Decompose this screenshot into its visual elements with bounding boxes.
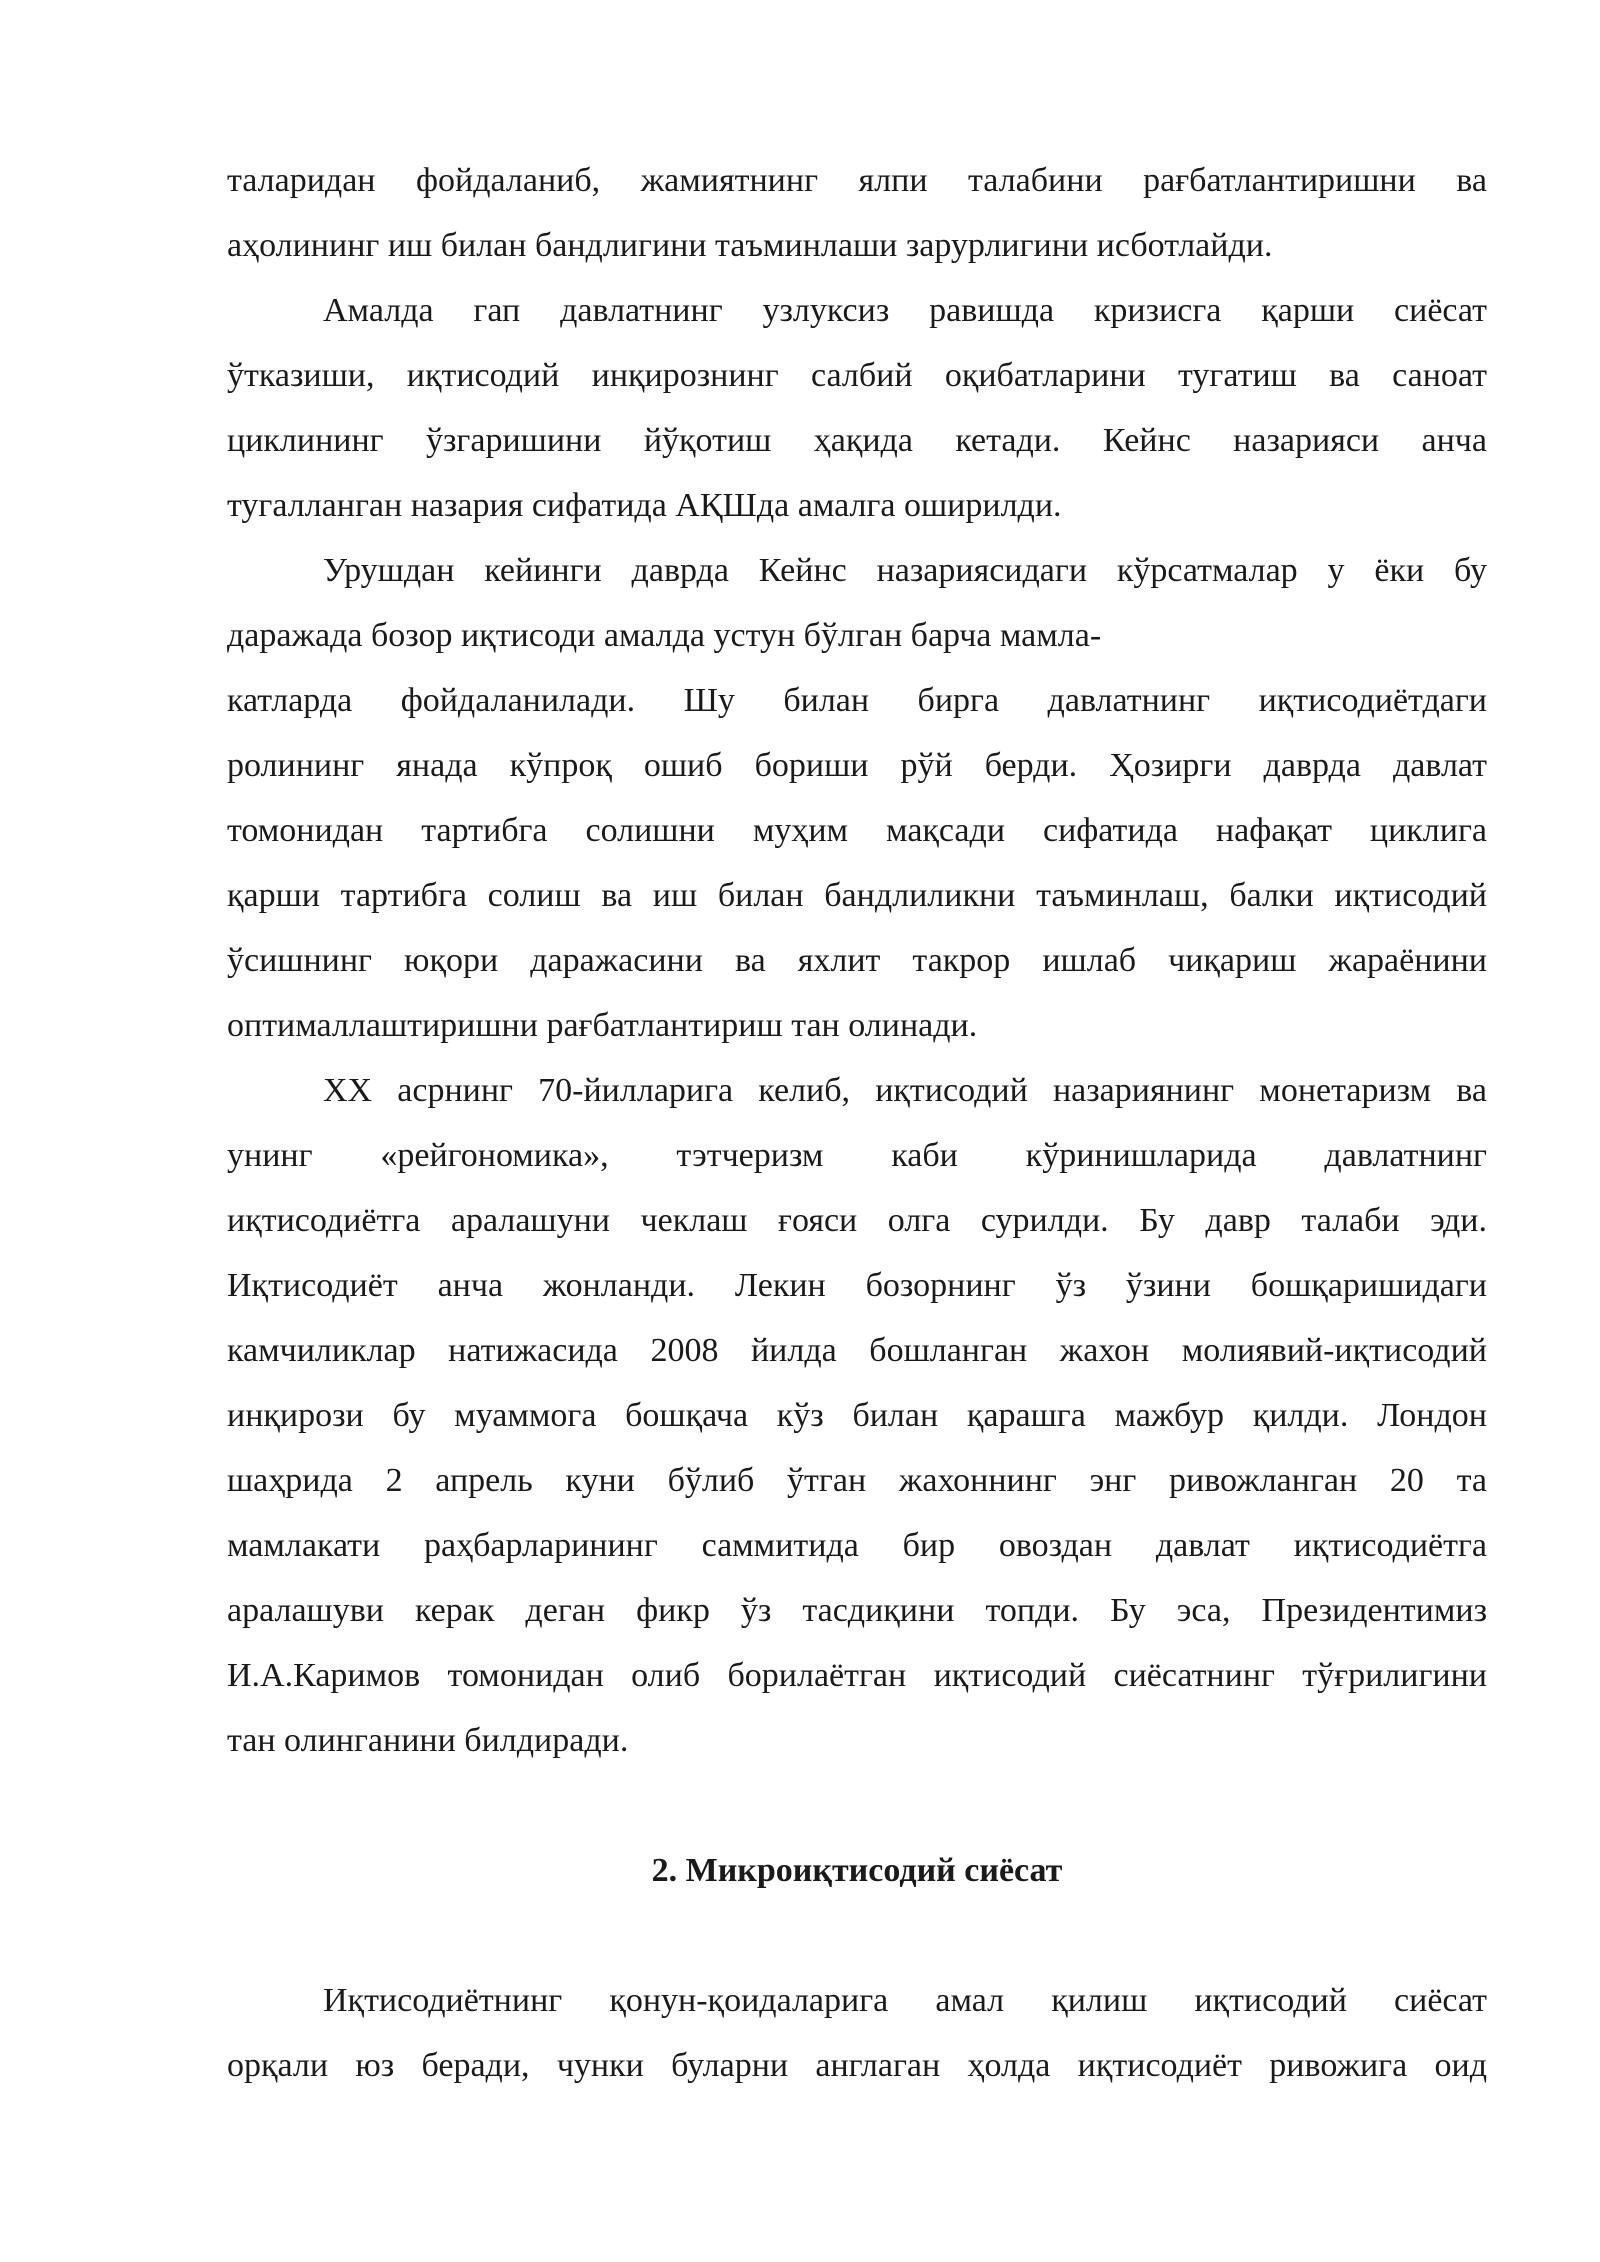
text-line: Иқтисодиёт анча жонланди. Лекин бозорнинг ўз ўзини бошқаришидаги	[227, 1267, 1487, 1304]
text-line: даражада бозор иқтисоди амалда устун бўлган барча мамла-	[227, 617, 1102, 654]
section-heading: 2. Микроиқтисодий сиёсат	[651, 1852, 1063, 1889]
text-line: камчиликлар натижасида 2008 йилда бошланган жахон молиявий-иқтисодий	[227, 1332, 1487, 1369]
text-line: ХХ асрнинг 70-йилларига келиб, иқтисодий назариянинг монетаризм ва	[323, 1072, 1487, 1109]
text-line: Урушдан кейинги даврда Кейнс назариясидаги кўрсатмалар у ёки бу	[323, 552, 1487, 589]
text-line: Амалда гап давлатнинг узлуксиз равишда кризисга қарши сиёсат	[323, 292, 1487, 329]
paragraph-postwar	[227, 538, 1487, 1058]
text-line: шаҳрида 2 апрель куни бўлиб ўтган жахоннинг энг ривожланган 20 та	[227, 1462, 1487, 1499]
text-line: ўсишнинг юқори даражасини ва яхлит такрор ишлаб чиқариш жараёнини	[227, 942, 1487, 979]
text-line: қарши тартибга солиш ва иш билан бандлиликни таъминлаш, балки иқтисодий	[227, 877, 1487, 914]
text-line: оптималлаштиришни рағбатлантириш тан олинади.	[227, 1007, 978, 1044]
paragraph-keynes-policy	[227, 278, 1487, 538]
text-line: унинг «рейгономика», тэтчеризм каби кўринишларида давлатнинг	[227, 1137, 1487, 1174]
text-line: циклининг ўзгаришини йўқотиш ҳақида кетади. Кейнс назарияси анча	[227, 422, 1487, 459]
text-line: иқтисодиётга аралашуни чеклаш ғояси олга сурилди. Бу давр талаби эди.	[227, 1202, 1487, 1239]
paragraph-micro-policy	[227, 1968, 1487, 2098]
text-line: инқирози бу муаммога бошқача кўз билан қарашга мажбур қилди. Лондон	[227, 1397, 1487, 1434]
text-line: И.А.Каримов томонидан олиб борилаётган иқтисодий сиёсатнинг тўғрилигини	[227, 1657, 1487, 1694]
text-line: катларда фойдаланилади. Шу билан бирга давлатнинг иқтисодиётдаги	[227, 682, 1487, 719]
text-line: мамлакати раҳбарларининг саммитида бир овоздан давлат иқтисодиётга	[227, 1527, 1487, 1564]
text-line: таларидан фойдаланиб, жамиятнинг ялпи талабини рағбатлантиришни ва	[227, 162, 1487, 199]
text-line: Иқтисодиётнинг қонун-қоидаларига амал қилиш иқтисодий сиёсат	[323, 1982, 1487, 2019]
text-line: орқали юз беради, чунки буларни англаган ҳолда иқтисодиёт ривожига оид	[227, 2047, 1487, 2084]
text-line: аралашуви керак деган фикр ўз тасдиқини топди. Бу эса, Президентимиз	[227, 1592, 1487, 1629]
text-line: тан олинганини билдиради.	[227, 1722, 629, 1759]
text-line: ўтказиши, иқтисодий инқирознинг салбий оқибатларини тугатиш ва саноат	[227, 357, 1487, 394]
text-line: тугалланган назария сифатида АҚШда амалга оширилди.	[227, 487, 1062, 524]
paragraph-continuation	[227, 148, 1487, 278]
document-body	[227, 148, 1487, 2098]
text-line: ролининг янада кўпроқ ошиб бориши рўй берди. Ҳозирги даврда давлат	[227, 747, 1487, 784]
text-line: аҳолининг иш билан бандлигини таъминлаши зарурлигини исботлайди.	[227, 227, 1273, 264]
paragraph-monetarism	[227, 1058, 1487, 1773]
text-line: томонидан тартибга солишни муҳим мақсади сифатида нафақат циклига	[227, 812, 1487, 849]
